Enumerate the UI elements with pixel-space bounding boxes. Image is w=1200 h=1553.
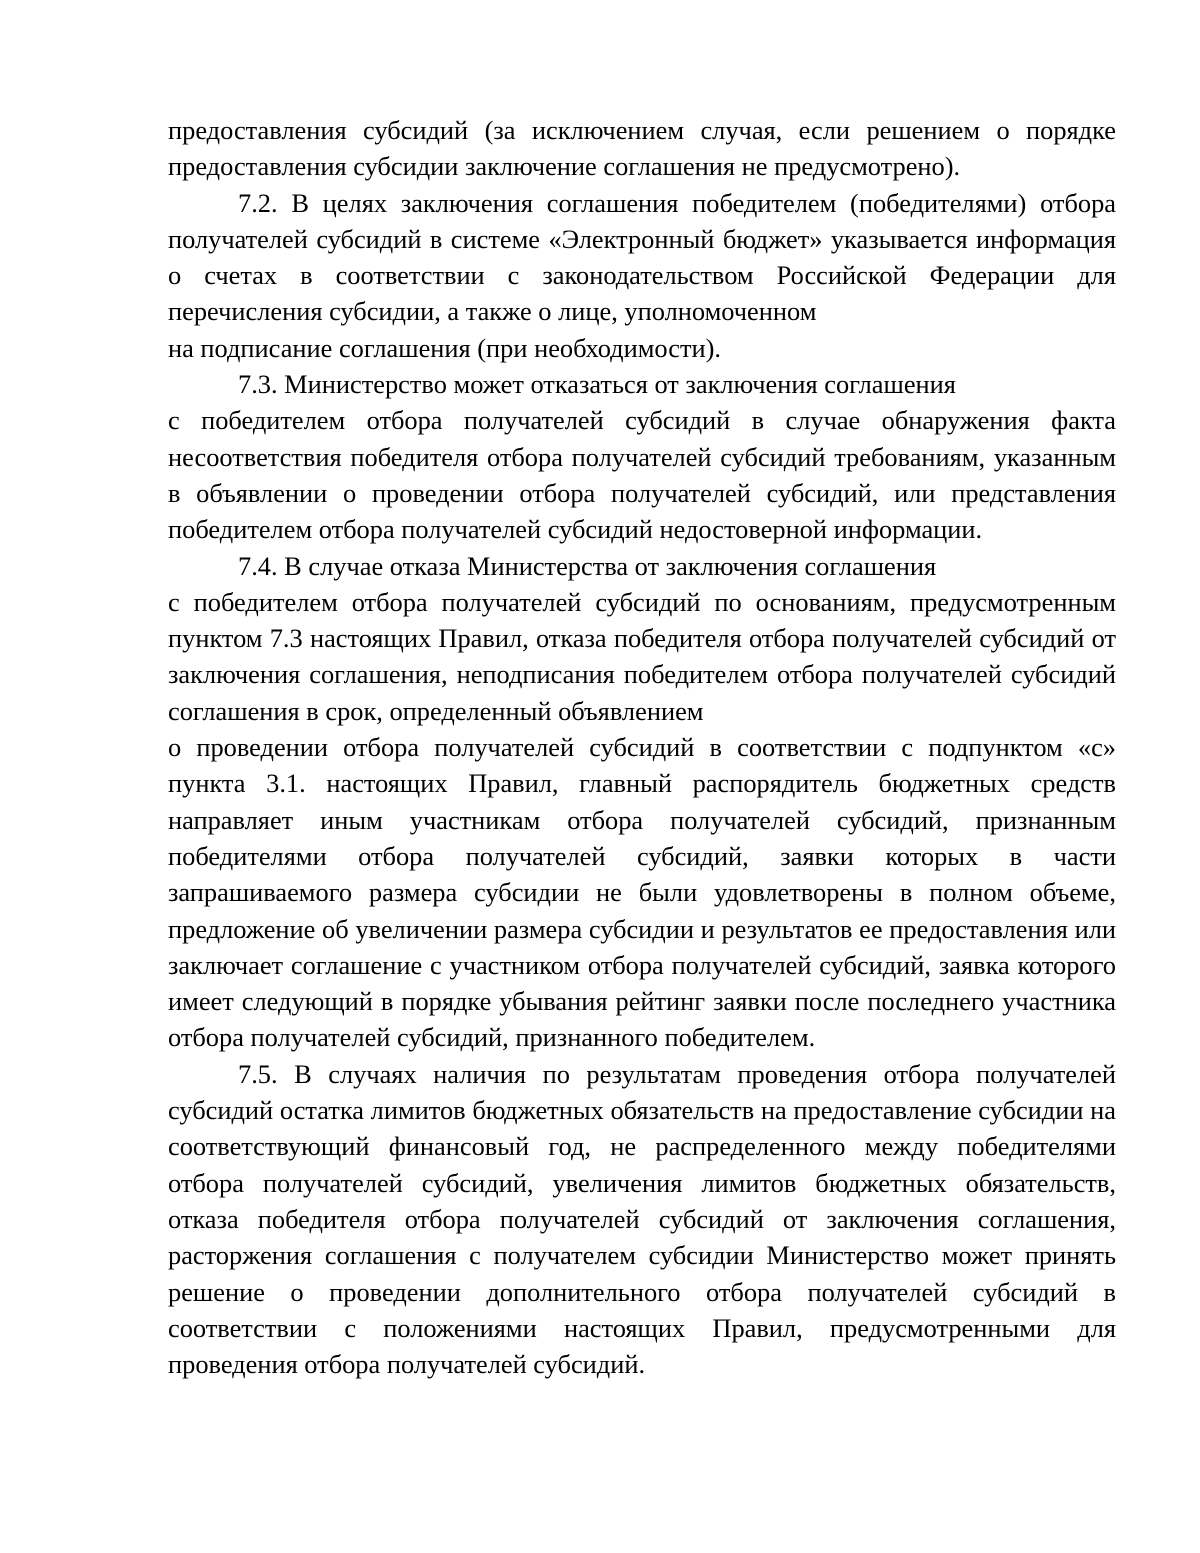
paragraph-7-2: 7.2. В целях заключения соглашения победителем (победителями) отбора получателей субсидий в системе «Электронный бюджет» указывается информация о счетах в соответствии с законодательством Российской Федерации для перечисления субсидии, а также о лице, уполномоченном на подписание соглашения (при необходимости). (168, 187, 1116, 363)
paragraph-7-5: 7.5. В случаях наличия по результатам проведения отбора получателей субсидий остатка лимитов бюджетных обязательств на предоставление субсидии на соответствующий финансовый год, не распределенного между победителями отбора получателей субсидий, увеличения лимитов бюджетных обязательств, отказа победителя отбора получателей субсидий от заключения соглашения, расторжения соглашения с получателем субсидии Министерство может принять решение о проведении дополнительного отбора получателей субсидий в соответствии с положениями настоящих Правил, предусмотренными для проведения отбора получателей субсидий. (168, 1058, 1116, 1380)
paragraph-7-4: 7.4. В случае отказа Министерства от заключения соглашения с победителем отбора получателей субсидий по основаниям, предусмотренным пунктом 7.3 настоящих Правил, отказа победителя отбора получателей субсидий от заключения соглашения, неподписания победителем отбора получателей субсидий соглашения в срок, определенный объявлением о проведении отбора получателей субсидий в соответствии с подпунктом «с» пункта 3.1. настоящих Правил, главный распорядитель бюджетных средств направляет иным участникам отбора получателей субсидий, признанным победителями отбора получателей субсидий, заявки которых в части запрашиваемого размера субсидии не были удовлетворены в полном объеме, предложение об увеличении размера субсидии и результатов ее предоставления или заключает соглашение с участником отбора получателей субсидий, заявка которого имеет следующий в порядке убывания рейтинг заявки после последнего участника отбора получателей субсидий, признанного победителем. (168, 550, 1116, 1053)
document-body (168, 112, 1116, 1382)
paragraph-continuation: предоставления субсидий (за исключением случая, если решением о порядке предоставления субсидии заключение соглашения не предусмотрено). (168, 115, 1116, 182)
paragraph-7-3: 7.3. Министерство может отказаться от заключения соглашения с победителем отбора получателей субсидий в случае обнаружения факта несоответствия победителя отбора получателей субсидий требованиям, указанным в объявлении о проведении отбора получателей субсидий, или представления победителем отбора получателей субсидий недостоверной информации. (168, 369, 1116, 545)
